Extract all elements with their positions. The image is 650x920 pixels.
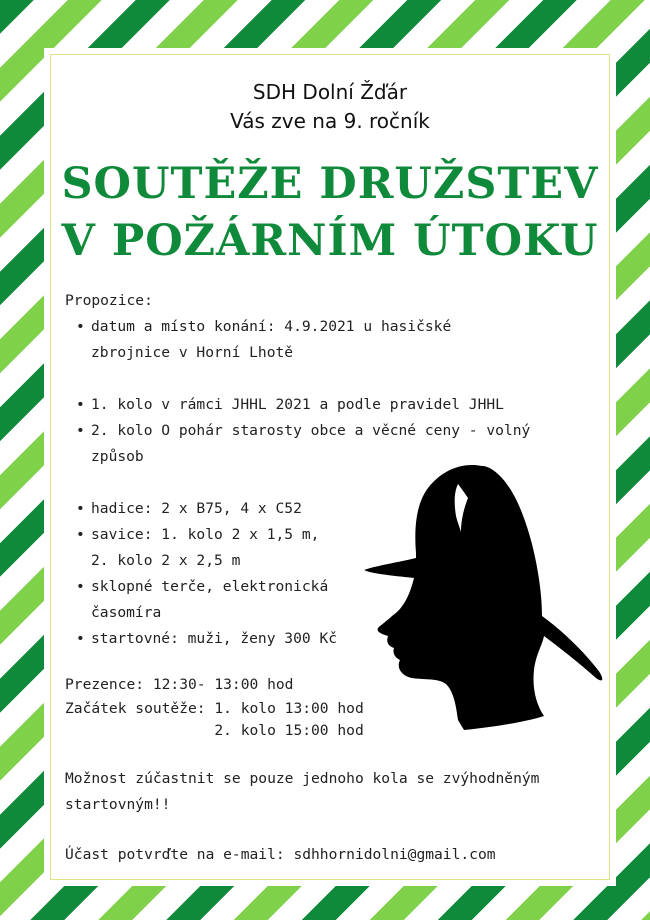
propozice-label: Propozice: <box>65 292 153 309</box>
note-line-2: startovným!! <box>65 796 171 813</box>
prezence-line: Prezence: 12:30- 13:00 hod <box>65 676 294 693</box>
list-item-line: • 1. kolo v rámci JHHL 2021 a podle pravidel JHHL <box>91 396 504 413</box>
list-item-line: zbrojnice v Horní Lhotě <box>91 344 294 361</box>
start-line-2: 2. kolo 15:00 hod <box>65 722 364 739</box>
list-item-line: • sklopné terče, elektronická <box>91 578 329 595</box>
list-item <box>65 314 585 366</box>
firefighter-helmet-silhouette-icon <box>364 458 604 738</box>
contact-line: Účast potvrďte na e-mail: sdhhornidolni@gmail.com <box>65 846 496 863</box>
list-item-line: způsob <box>91 448 144 465</box>
list-item-line: • startovné: muži, ženy 300 Kč <box>91 630 338 647</box>
list-item-line: • 2. kolo O pohár starosty obce a věcné ceny - volný <box>91 422 531 439</box>
details-list-1 <box>65 314 585 366</box>
organizer-name: SDH Dolní Žďár <box>252 80 408 104</box>
title-line-1: SOUTĚŽE DRUŽSTEV <box>61 159 599 209</box>
list-item-line: • savice: 1. kolo 2 x 1,5 m, <box>91 526 320 543</box>
note <box>65 766 585 818</box>
invitation-card <box>44 48 616 886</box>
list-item-line: 2. kolo 2 x 2,5 m <box>91 552 241 569</box>
list-item <box>65 392 585 418</box>
list-item-line: • hadice: 2 x B75, 4 x C52 <box>91 500 302 517</box>
start-line-1: Začátek soutěže: 1. kolo 13:00 hod <box>65 700 364 717</box>
invitation-line: Vás zve na 9. ročník <box>230 109 430 133</box>
list-item-line: • datum a místo konání: 4.9.2021 u hasičské <box>91 318 452 335</box>
title-line-2: V POŽÁRNÍM ÚTOKU <box>61 216 599 266</box>
list-item-line: časomíra <box>91 604 162 621</box>
event-title <box>44 156 616 270</box>
header <box>44 78 616 136</box>
note-line-1: Možnost zúčastnit se pouze jednoho kola se zvýhodněným <box>65 770 540 787</box>
